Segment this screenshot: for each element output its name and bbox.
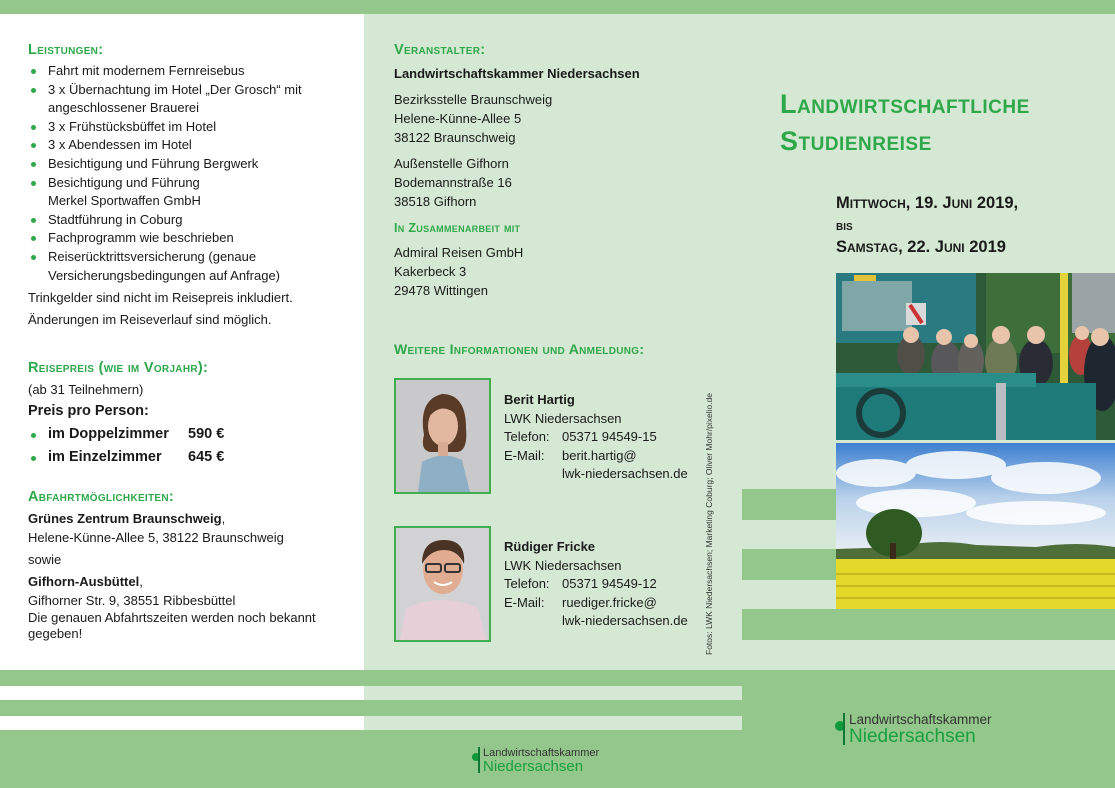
date-end: Samstag, 22. Juni 2019 [836, 238, 1006, 256]
price-item-double [28, 423, 358, 446]
email-value[interactable] [562, 447, 688, 484]
office2-line: Bodemannstraße 16 [394, 175, 512, 190]
logo-lwk-right [835, 713, 992, 747]
portrait-man-image [396, 528, 489, 640]
machinery-group-image [836, 273, 1115, 440]
contact-berit-hartig [504, 390, 724, 484]
partner-line: Kakerbeck 3 [394, 264, 467, 279]
list-item: Besichtigung und Führung Merkel Sportwaffen GmbH [28, 174, 358, 211]
room-price: 645 € [188, 449, 225, 465]
date-separator: bis [836, 217, 853, 233]
contact-email-row [504, 594, 724, 631]
phone-label: Telefon: [504, 576, 550, 591]
loc1-comma: , [221, 511, 226, 526]
photo-rapeseed-field [836, 443, 1115, 609]
departure-connector: sowie [28, 552, 62, 567]
list-item: 3 x Frühstücksbüffet im Hotel [28, 118, 358, 137]
bottom-stripe-white-2 [0, 716, 364, 730]
phone-label: Telefon: [504, 429, 550, 444]
trip-dates [836, 192, 1111, 258]
bottom-stripe-white-1 [0, 686, 364, 700]
departure-heading: Abfahrtmöglichkeiten: [28, 489, 175, 505]
office2-line: 38518 Gifhorn [394, 194, 477, 209]
room-type: im Doppelzimmer [48, 426, 169, 442]
phone-value[interactable]: 05371 94549-12 [562, 576, 657, 591]
email-value[interactable] [562, 594, 688, 631]
logo-line2: Niedersachsen [483, 758, 584, 775]
office2-line: Außenstelle Gifhorn [394, 156, 509, 171]
loc1-address: Helene-Künne-Allee 5, 38122 Braunschweig [28, 530, 284, 545]
title-line1: Landwirtschaftliche [780, 89, 1030, 119]
contact-email-row [504, 447, 724, 484]
office1-line: Bezirksstelle Braunschweig [394, 92, 553, 107]
logo-line1: Landwirtschaftskammer [849, 712, 992, 727]
price-section [28, 360, 358, 469]
date-start: Mittwoch, 19. Juni 2019, [836, 194, 1019, 212]
email-line2[interactable]: lwk-niedersachsen.de [562, 466, 688, 482]
contact-org: LWK Niedersachsen [504, 411, 622, 426]
bottom-stripe-light-1 [364, 686, 742, 700]
loc2-comma: , [139, 574, 143, 589]
contact-name: Rüdiger Fricke [504, 539, 596, 554]
loc2-name: Gifhorn-Ausbüttel [28, 574, 140, 589]
right-stripe-3 [742, 609, 1115, 640]
photo-group-machinery [836, 273, 1115, 440]
email-line1[interactable]: berit.hartig@ [562, 447, 637, 463]
room-type: im Einzelzimmer [48, 449, 162, 465]
services-section [28, 42, 358, 329]
services-heading: Leistungen: [28, 42, 104, 58]
logo-text [483, 747, 599, 775]
contact-ruediger-fricke [504, 537, 724, 631]
landscape-image [836, 443, 1115, 609]
portrait-woman-image [396, 380, 489, 492]
email-line1[interactable]: ruediger.fricke@ [562, 594, 657, 610]
price-condition: (ab 31 Teilnehmern) [28, 382, 144, 397]
title-line2: Studienreise [780, 126, 932, 156]
contact-name: Berit Hartig [504, 392, 575, 407]
organizer-heading: Veranstalter: [394, 42, 486, 58]
brochure-title [780, 86, 1110, 160]
office1-line: 38122 Braunschweig [394, 130, 516, 145]
list-item: Reiserücktrittsversicherung (genaue Versicherungsbedingungen auf Anfrage) [28, 248, 358, 285]
price-item-single [28, 446, 358, 469]
right-stripe-1 [742, 489, 836, 520]
changes-note: Änderungen im Reiseverlauf sind möglich. [28, 312, 272, 328]
list-item: 3 x Abendessen im Hotel [28, 136, 358, 155]
room-price: 590 € [188, 426, 225, 442]
partner-heading: In Zusammenarbeit mit [394, 221, 521, 235]
departure-section [28, 489, 358, 642]
email-label: E-Mail: [504, 447, 545, 463]
organizer-section [394, 42, 724, 300]
logo-line2: Niedersachsen [849, 726, 976, 747]
price-list [28, 423, 358, 469]
departure-loc2 [28, 572, 358, 591]
list-item: Stadtführung in Coburg [28, 211, 358, 230]
partner-line: 29478 Wittingen [394, 283, 488, 298]
departure-note: Die genauen Abfahrtszeiten werden noch bekannt gegeben! [28, 610, 316, 641]
contact-phone-row [504, 575, 724, 594]
photo-credit: Fotos: LWK Niedersachsen; Marketing Coburg; Oliver Mohr/pixelio.de [704, 392, 714, 655]
top-stripe [0, 0, 1115, 14]
organizer-name: Landwirtschaftskammer Niedersachsen [394, 66, 640, 81]
contact-phone-row [504, 428, 724, 447]
price-heading: Reisepreis (wie im Vorjahr): [28, 360, 209, 376]
logo-mark-icon [835, 713, 849, 745]
list-item: 3 x Übernachtung im Hotel „Der Grosch“ mit angeschlossener Brauerei [28, 81, 358, 118]
email-line2[interactable]: lwk-niedersachsen.de [562, 613, 688, 629]
price-per-person: Preis pro Person: [28, 403, 149, 419]
portrait-ruediger-fricke [394, 526, 491, 642]
bottom-stripe-light-2 [364, 716, 742, 730]
contact-org: LWK Niedersachsen [504, 558, 622, 573]
portrait-berit-hartig [394, 378, 491, 494]
departure-loc1 [28, 509, 358, 528]
partner-line: Admiral Reisen GmbH [394, 245, 524, 260]
logo-text [849, 713, 992, 747]
loc2-address: Gifhorner Str. 9, 38551 Ribbesbüttel [28, 593, 236, 608]
list-item: Fahrt mit modernem Fernreisebus [28, 62, 358, 81]
list-item: Fachprogramm wie beschrieben [28, 229, 358, 248]
email-label: E-Mail: [504, 594, 545, 610]
right-stripe-2 [742, 549, 836, 580]
tips-note: Trinkgelder sind nicht im Reisepreis inkludiert. [28, 290, 293, 306]
logo-line1: Landwirtschaftskammer [483, 747, 600, 759]
logo-mark-icon [472, 747, 483, 773]
logo-lwk-center [472, 747, 599, 775]
services-list [28, 62, 358, 285]
phone-value[interactable]: 05371 94549-15 [562, 429, 657, 444]
office1-line: Helene-Künne-Allee 5 [394, 111, 522, 126]
contact-heading: Weitere Informationen und Anmeldung: [394, 341, 645, 357]
list-item: Besichtigung und Führung Bergwerk [28, 155, 358, 174]
loc1-name: Grünes Zentrum Braunschweig [28, 511, 222, 526]
